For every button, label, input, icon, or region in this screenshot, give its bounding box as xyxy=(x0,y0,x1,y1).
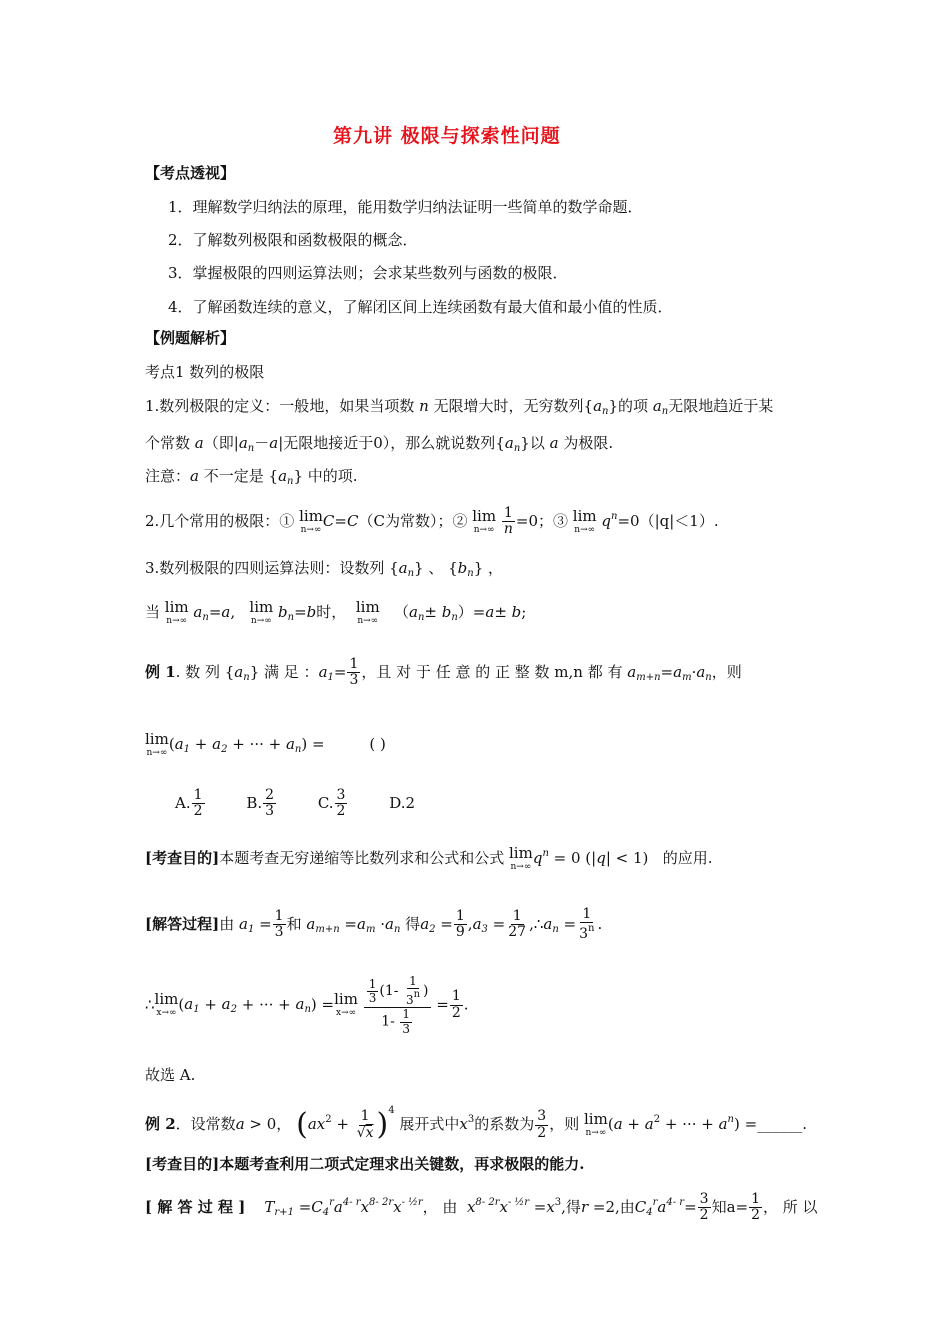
fraction: $\frac{1}{n}$ xyxy=(503,505,513,538)
ex2-text-d: 展开式中 xyxy=(399,1115,460,1133)
dang-text: 当 xyxy=(145,603,161,621)
fraction: $\frac{1}{9}$ xyxy=(455,908,465,941)
example-1-label: 例 1 xyxy=(145,662,176,681)
solution-label: [解答过程] xyxy=(145,914,220,933)
answer-blank: ______. xyxy=(757,1115,807,1133)
arith-rules-line: 3.数列极限的四则运算法则：设数列 $\{a_n\}$ 、 $\{b_n\}$ ， xyxy=(145,559,504,579)
ex1-text-c: } 满 足 ： xyxy=(249,662,319,681)
purpose-2-text: 本题考查利用二项式定理求出关键数，再求极限的能力. xyxy=(219,1155,585,1173)
lim-symbol: lim n→∞ xyxy=(584,1110,608,1138)
solution-2-line: [ 解 答 过 程 ] $T_{r+1} =C_4^ra^{4- r}x^{8- 2r}x^{- \frac{1}{2}r}$， 由 $x^{8- 2r}x^{- \frac{1}{2}r} =x^3$,得r =2,由$C_4^ra^{4- r}=$ $\frac{3}{2}$ 知a= $\frac{1}{2}$ ， 所 以 xyxy=(145,1191,818,1224)
purpose-1-text: 本题考查无穷递缩等比数列求和公式和公式 xyxy=(219,849,505,867)
common-limits-line: 2.几个常用的极限：① lim n→∞ C=C（C为常数）；② lim n→∞ $\frac{1}{n}$ =0；③ lim n→∞ $q^n=0(|q|<1)$. xyxy=(145,505,719,538)
sol-text-b: 和 xyxy=(286,914,302,933)
choose-a: 故选 A. xyxy=(145,1066,196,1084)
fraction: $\frac{3}{2}$ xyxy=(537,1108,547,1141)
fraction: $\frac{3}{2}$ xyxy=(336,787,346,820)
ex2-text-f: ，则 xyxy=(549,1115,580,1133)
note-text-3: } 中的项. xyxy=(293,467,358,485)
sol-text-a: 由 xyxy=(219,914,235,933)
option-b-label: B. xyxy=(246,793,263,812)
point-4: 4．了解函数连续的意义，了解闭区间上连续函数有最大值和最小值的性质． xyxy=(168,298,673,316)
def-text-6: （即 xyxy=(203,434,234,452)
lim-symbol: lim x→∞ xyxy=(334,990,358,1019)
def-text-5: 个常数 xyxy=(145,434,191,452)
fraction: $\frac{1}{2}$ xyxy=(451,988,461,1021)
ex2-text-b: ．设常数 xyxy=(175,1115,236,1133)
fraction: $\frac{3}{2}$ xyxy=(699,1191,709,1224)
shi-text: 时， xyxy=(316,603,347,621)
definition-line-2: 个常数 a（即$|a_n-a|$无限地接近于0），那么就说数列$\{a_n\}$以 a 为极限. xyxy=(145,434,614,454)
topic-1: 考点1 数列的极限 xyxy=(145,363,265,381)
def-text-4: 无限地趋近于某 xyxy=(668,397,774,415)
example-1-options xyxy=(175,788,415,820)
lim-symbol: lim n→∞ xyxy=(355,598,380,626)
note-line: 注意：a 不一定是 $\{a_n\}$ 中的项. xyxy=(145,467,358,487)
section-heading-examples: 【例题解析】 xyxy=(145,329,236,347)
purpose-1-text-b: 的应用. xyxy=(662,849,713,867)
lim-symbol: lim n→∞ xyxy=(164,598,189,626)
solution-1-line: [解答过程]由 $a_1$ = $\frac{1}{3}$ 和 $a_{m+n} =a_m \cdot a_n$ 得$a_2$ = $\frac{1}{9}$ $,a_3$ = $\frac{1}{27}$ $,\therefore a_n$ = $\frac{1}{3^n}$ . xyxy=(145,906,603,943)
point-1: 1．理解数学归纳法的原理，能用数学归纳法证明一些简单的数学命题． xyxy=(168,198,643,216)
lim-symbol: lim n→∞ xyxy=(249,598,274,626)
point-2: 2．了解数列极限和函数极限的概念． xyxy=(168,231,418,249)
fraction: $\frac{1}{3}$ xyxy=(274,908,284,941)
def-text-1: 1.数列极限的定义：一般地，如果当项数 xyxy=(145,397,415,415)
ex1-text-e: ，则 xyxy=(711,662,742,681)
definition-line-1: 1.数列极限的定义：一般地，如果当项数 n 无限增大时，无穷数列$\{a_n\}$的项 $a_n$无限地趋近于某 xyxy=(145,397,774,417)
option-d-label: D.2 xyxy=(389,793,416,812)
common-limits-text-d: （|q|＜1）. xyxy=(639,511,719,530)
note-text-2: 不一定是 { xyxy=(203,467,279,485)
solution-1-limit: ∴ lim x→∞ ($a_1 + a_2$ + ··· + $a_n$) = lim x→∞ $\frac{1}{3}$ (1- $\frac{1}{3^n}$ ) 1- $\frac{1}{3}$ = $\frac{1}{2}$ . xyxy=(145,974,469,1036)
arith-condition-line: 当 lim n→∞ $a_n=a$, lim n→∞ $b_n=b$时， lim n→∞ $(a_n\pm b_n)=a\pm b$; xyxy=(145,598,527,626)
sol2-text-c: ， 所 以 xyxy=(763,1197,818,1216)
ex2-text-e: 的系数为 xyxy=(474,1115,535,1133)
ex1-text-b: . 数 列 { xyxy=(175,662,235,681)
example-2-label: 例 2 xyxy=(145,1115,176,1133)
fraction: $\frac{1}{3^n}$ xyxy=(579,906,595,943)
note-text-1: 注意： xyxy=(145,467,191,485)
option-c-label: C. xyxy=(317,793,334,812)
fraction: $\frac{1}{2}$ xyxy=(193,787,203,820)
fraction: $\frac{1}{27}$ xyxy=(508,908,527,941)
def-text-3: 的项 xyxy=(618,397,649,415)
purpose-2-line xyxy=(145,1157,584,1172)
example-1-line: 例 1. 数 列 $\{a_n\}$ 满 足 ：$a_1=$ $\frac{1}{3}$ ，且 对 于 任 意 的 正 整 数 m,n 都 有 $a_{m+n}=a_m\cdot a_n$，则 xyxy=(145,656,742,689)
common-limits-text-c: ；③ xyxy=(538,511,569,530)
arith-text-2: } 、 { xyxy=(414,559,458,577)
def-text-8: 以 xyxy=(529,434,545,452)
arith-text-3: } ， xyxy=(473,559,504,577)
page-title: 第九讲 极限与探索性问题 xyxy=(333,125,561,147)
purpose-label: [考查目的] xyxy=(145,1155,220,1173)
option-a-label: A. xyxy=(175,793,191,812)
lim-symbol: lim n→∞ xyxy=(299,506,323,535)
def-text-9: 为极限. xyxy=(563,434,614,452)
sol2-text-b: ， 由 xyxy=(422,1197,458,1216)
answer-paren: ( ) xyxy=(369,735,386,753)
fraction: $\frac{1}{2}$ xyxy=(751,1191,760,1224)
lim-symbol: lim n→∞ xyxy=(145,730,169,758)
zhi-text: 知a= xyxy=(711,1197,749,1216)
fraction: $\frac{1}{3}$ xyxy=(349,656,359,689)
fraction: $\frac{1}{√x}$ xyxy=(356,1108,374,1141)
example-2-line: 例 2．设常数a > 0， ($ax^2$ + $\frac{1}{√x}$ )$^4$ 展开式中$x^3$的系数为 $\frac{3}{2}$ ，则 lim n→∞ ($a + a^2$ + ··· + $a^n$) =______. xyxy=(145,1105,807,1142)
ex2-text-c: ， xyxy=(276,1115,292,1133)
common-limits-text: 2.几个常用的极限：① xyxy=(145,511,295,530)
point-3: 3．掌握极限的四则运算法则；会求某些数列与函数的极限． xyxy=(168,264,568,282)
section-heading-focus: 【考点透视】 xyxy=(145,164,236,182)
lim-symbol: lim n→∞ xyxy=(472,506,497,535)
sol-text-c: 得 xyxy=(405,914,421,933)
purpose-1-line: [考查目的]本题考查无穷递缩等比数列求和公式和公式 lim n→∞ $q^n = 0$ (|q| < 1) 的应用. xyxy=(145,844,713,872)
ex1-text-d: ，且 对 于 任 意 的 正 整 数 m,n 都 有 xyxy=(361,662,623,681)
def-text-2: 无限增大时，无穷数列 xyxy=(433,397,584,415)
purpose-label: [考查目的] xyxy=(145,849,220,867)
lim-symbol: lim n→∞ xyxy=(572,506,597,535)
lim-symbol: lim x→∞ xyxy=(154,990,179,1019)
solution-2-label: [ 解 答 过 程 ] xyxy=(145,1197,246,1216)
fraction: $\frac{1}{3}$ (1- $\frac{1}{3^n}$ ) 1- $\frac{1}{3}$ xyxy=(364,975,431,1036)
lim-symbol: lim n→∞ xyxy=(509,844,533,872)
example-1-limit: lim n→∞ ($a_1 + a_2$ + ··· + $a_n$) = ( ) xyxy=(145,730,386,758)
arith-text-1: 3.数列极限的四则运算法则：设数列 { xyxy=(145,559,399,577)
common-limits-text-b: （C为常数）；② xyxy=(358,511,468,530)
fraction: $\frac{2}{3}$ xyxy=(265,787,275,820)
def-text-7: 无限地接近于0），那么就说数列 xyxy=(283,434,496,452)
